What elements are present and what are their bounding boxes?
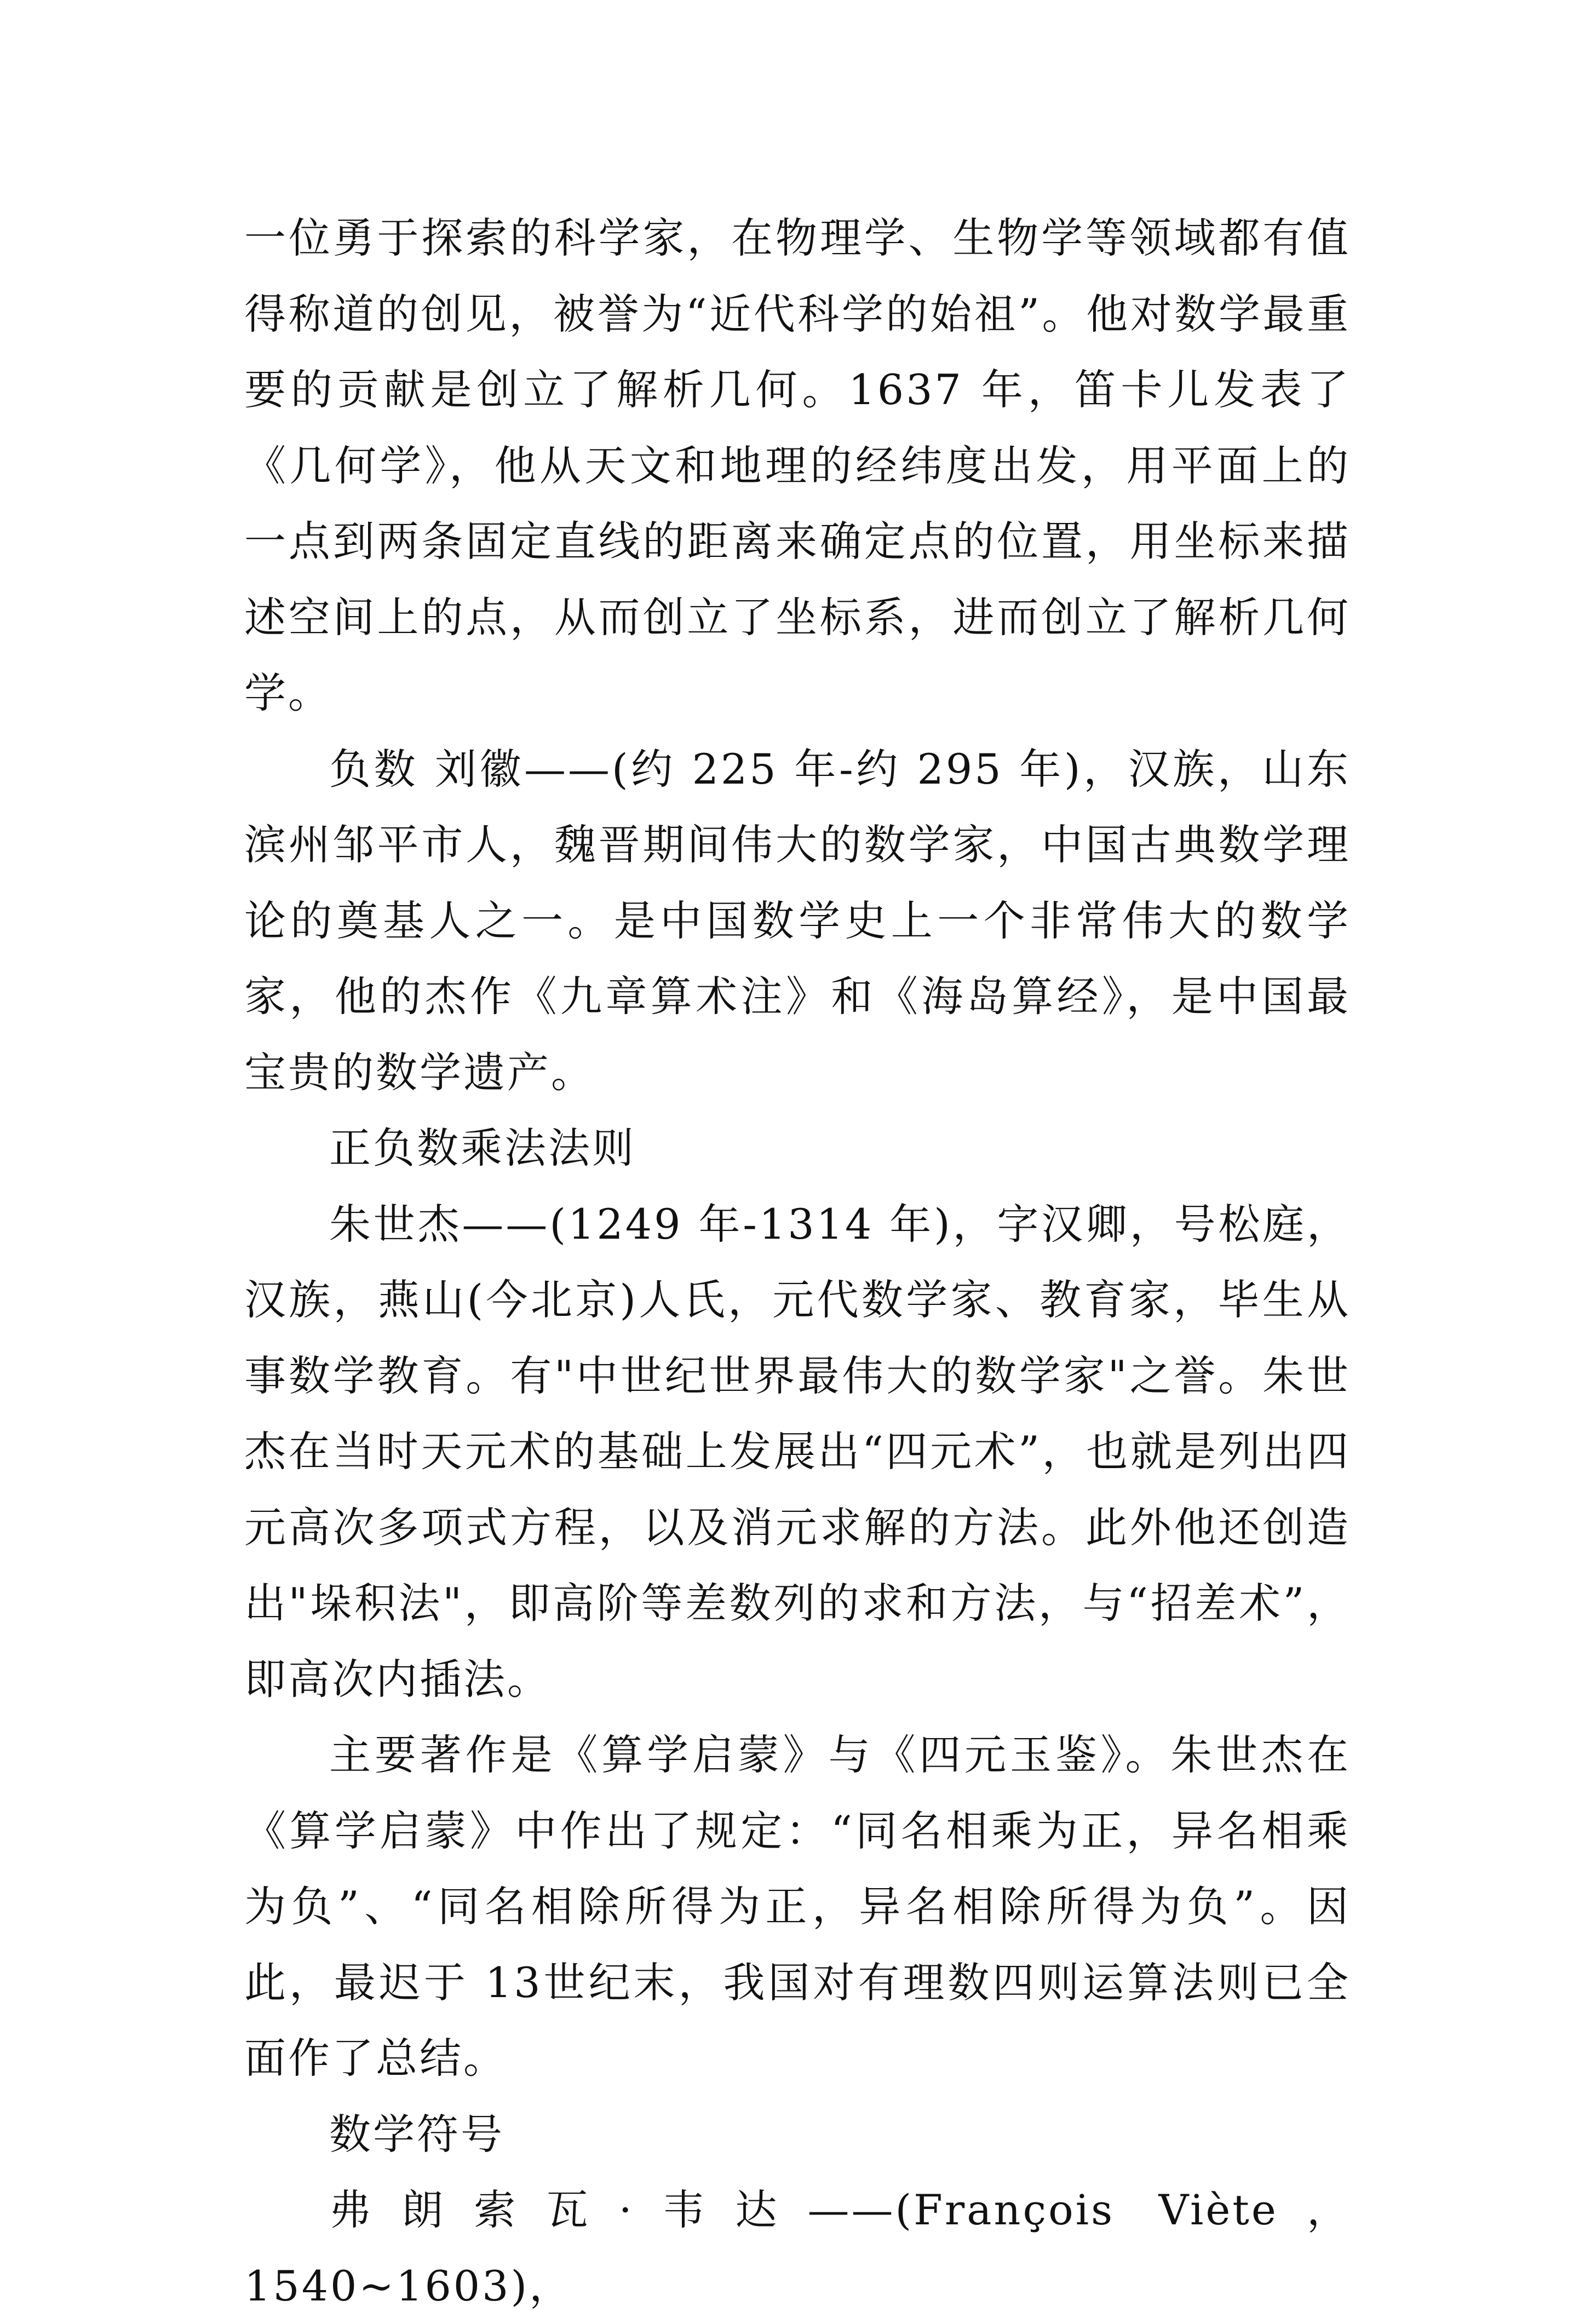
paragraph-liu-hui: 负数 刘徽——(约 225 年-约 295 年)，汉族，山东滨州邹平市人，魏晋期间伟大的数学家，中国古典数学理论的奠基人之一。是中国数学史上一个非常伟大的数学家，他的杰作《九章算术注》和《海岛算经》，是中国最宝贵的数学遗产。 (244, 744, 1351, 1097)
document-body (244, 200, 1351, 2324)
section-heading-math-symbols: 数学符号 (329, 2109, 504, 2159)
paragraph-main-works: 主要著作是《算学启蒙》与《四元玉鉴》。朱世杰在《算学启蒙》中作出了规定：“同名相乘为正，异名相乘为负”、“同名相除所得为正，异名相除所得为负”。因此，最迟于 13世纪末，我国对有理数四则运算法则已全面作了总结。 (244, 1730, 1351, 2083)
section-heading-sign-rules: 正负数乘法法则 (329, 1124, 636, 1172)
paragraph-zhu-shijie: 朱世杰——(1249 年-1314 年)，字汉卿，号松庭，汉族，燕山(今北京)人氏，元代数学家、教育家，毕生从事数学教育。有"中世纪世界最伟大的数学家"之誉。朱世杰在当时天元术的基础上发展出“四元术”，也就是列出四元高次多项式方程，以及消元求解的方法。此外他还创造出"垛积法"，即高阶等差数列的求和方法，与“招差术”，即高次内插法。 (244, 1199, 1351, 1704)
paragraph-descartes: 一位勇于探索的科学家，在物理学、生物学等领域都有值得称道的创见，被誉为“近代科学的始祖”。他对数学最重要的贡献是创立了解析几何。1637 年，笛卡儿发表了《几何学》，他从天文和地理的经纬度出发，用平面上的一点到两条固定直线的距离来确定点的位置，用坐标来描述空间上的点，从而创立了坐标系，进而创立了解析几何学。 (244, 214, 1351, 717)
paragraph-viete: 弗朗索瓦·韦达——(François Viète，1540~1603)， (244, 2185, 1351, 2310)
